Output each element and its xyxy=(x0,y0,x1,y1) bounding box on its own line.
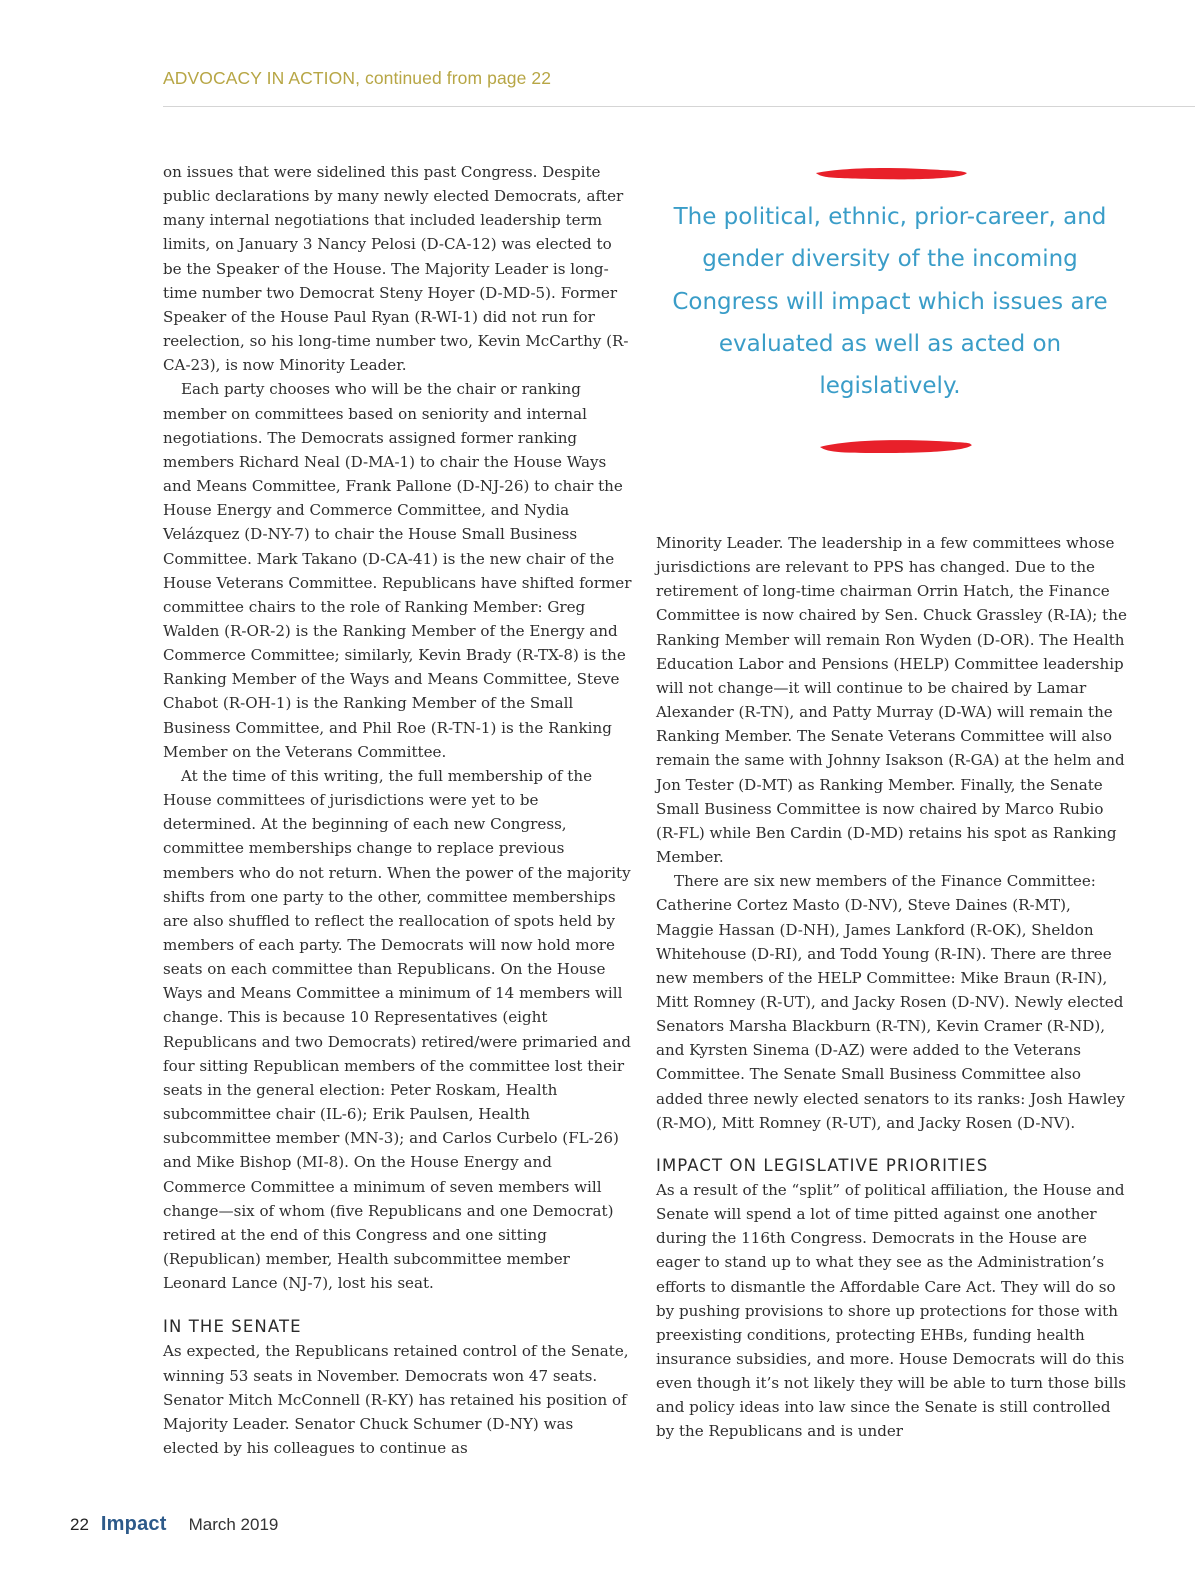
subhead-in-the-senate: IN THE SENATE xyxy=(163,1317,302,1337)
body-paragraph: At the time of this writing, the full membership of the House committees of jurisdictions were yet to be determined. At the beginning of each new Congress, committee memberships change to replace previous members who do not return. When the power of the majority shifts from one party to the other, committee memberships are also shuffled to reflect the reallocation of spots held by members of each party. The Democrats will now hold more seats on each committee than Republicans. On the House Ways and Means Committee a minimum of 14 members will change. This is because 10 Representatives (eight Republicans and two Democrats) retired/were primaried and four sitting Republican members of the committee lost their seats in the general election: Peter Roskam, Health subcommittee chair (IL-6); Erik Paulsen, Health subcommittee member (MN-3); and Carlos Curbelo (FL-26) and Mike Bishop (MI-8). On the House Energy and Commerce Committee a minimum of seven members will change—six of whom (five Republicans and one Democrat) retired at the end of this Congress and one sitting (Republican) member, Health subcommittee member Leonard Lance (NJ-7), lost his seat. xyxy=(163,766,631,1293)
page-footer xyxy=(70,1513,278,1536)
page-number: 22 xyxy=(70,1515,89,1534)
body-paragraph: Minority Leader. The leadership in a few committees whose jurisdictions are relevant to PPS has changed. Due to the retirement of long-time chairman Orrin Hatch, the Finance Committee is now chaired by Sen. Chuck Grassley (R-IA); the Ranking Member will remain Ron Wyden (D-OR). The Health Education Labor and Pensions (HELP) Committee leadership will not change—it will continue to be chaired by Lamar Alexander (R-TN), and Patty Murray (D-WA) will remain the Ranking Member. The Senate Veterans Committee will also remain the same with Johnny Isakson (R-GA) at the helm and Jon Tester (D-MT) as Ranking Member. Finally, the Senate Small Business Committee is now chaired by Marco Rubio (R-FL) while Ben Cardin (D-MD) retains his spot as Ranking Member. xyxy=(656,534,1127,867)
body-paragraph: Each party chooses who will be the chair or ranking member on committees based on seniority and internal negotiations. The Democrats assigned former ranking members Richard Neal (D-MA-1) to chair the House Ways and Means Committee, Frank Pallone (D-NJ-26) to chair the House Energy and Commerce Committee, and Nydia Velázquez (D-NY-7) to chair the House Small Business Committee. Mark Takano (D-CA-41) is the new chair of the House Veterans Committee. Republicans have shifted former committee chairs to the role of Ranking Member: Greg Walden (R-OR-2) is the Ranking Member of the Energy and Commerce Committee; similarly, Kevin Brady (R-TX-8) is the Ranking Member of the Ways and Means Committee, Steve Chabot (R-OH-1) is the Ranking Member of the Small Business Committee, and Phil Roe (R-TN-1) is the Ranking Member on the Veterans Committee. xyxy=(163,380,632,761)
pull-quote-top-accent xyxy=(812,161,972,185)
header-rule xyxy=(163,106,1195,107)
magazine-name: Impact xyxy=(100,1513,167,1535)
pull-quote-bottom-accent xyxy=(816,434,976,460)
body-paragraph: As expected, the Republicans retained control of the Senate, winning 53 seats in November. Democrats won 47 seats. Senator Mitch McConnell (R-KY) has retained his position of Majority Leader. Senator Chuck Schumer (D-NY) was elected by his colleagues to continue as xyxy=(163,1342,629,1457)
right-column xyxy=(656,531,1128,1444)
body-paragraph: on issues that were sidelined this past Congress. Despite public declarations by many newly elected Democrats, after many internal negotiations that included leadership term limits, on January 3 Nancy Pelosi (D-CA-12) was elected to be the Speaker of the House. The Majority Leader is long-time number two Democrat Steny Hoyer (D-MD-5). Former Speaker of the House Paul Ryan (R-WI-1) did not run for reelection, so his long-time number two, Kevin McCarthy (R-CA-23), is now Minority Leader. xyxy=(163,163,629,375)
body-paragraph: There are six new members of the Finance Committee: Catherine Cortez Masto (D-NV), Steve Daines (R-MT), Maggie Hassan (D-NH), James Lankford (R-OK), Sheldon Whitehouse (D-RI), and Todd Young (R-IN). There are three new members of the HELP Committee: Mike Braun (R-IN), Mitt Romney (R-UT), and Jacky Rosen (D-NV). Newly elected Senators Marsha Blackburn (R-TN), Kevin Cramer (R-ND), and Kyrsten Sinema (D-AZ) were added to the Veterans Committee. The Senate Small Business Committee also added three newly elected senators to its ranks: Josh Hawley (R-MO), Mitt Romney (R-UT), and Jacky Rosen (D-NV). xyxy=(656,872,1125,1132)
left-column xyxy=(163,160,633,1460)
pull-quote: The political, ethnic, prior-career, and gender diversity of the incoming Congress will impact which issues are evaluated as well as acted on legislatively. xyxy=(672,204,1108,400)
issue-date: March 2019 xyxy=(188,1515,279,1534)
subhead-impact-on-legislative-priorities: IMPACT ON LEGISLATIVE PRIORITIES xyxy=(656,1155,989,1175)
body-paragraph: As a result of the “split” of political affiliation, the House and Senate will spend a lot of time pitted against one another during the 116th Congress. Democrats in the House are eager to stand up to what they see as the Administration’s efforts to dismantle the Affordable Care Act. They will do so by pushing provisions to shore up protections for those with preexisting conditions, protecting EHBs, funding health insurance subsidies, and more. House Democrats will do this even though it’s not likely they will be able to turn those bills and policy ideas into law since the Senate is still controlled by the Republicans and is under xyxy=(656,1180,1127,1441)
running-head: ADVOCACY IN ACTION, continued from page 22 xyxy=(163,68,552,88)
